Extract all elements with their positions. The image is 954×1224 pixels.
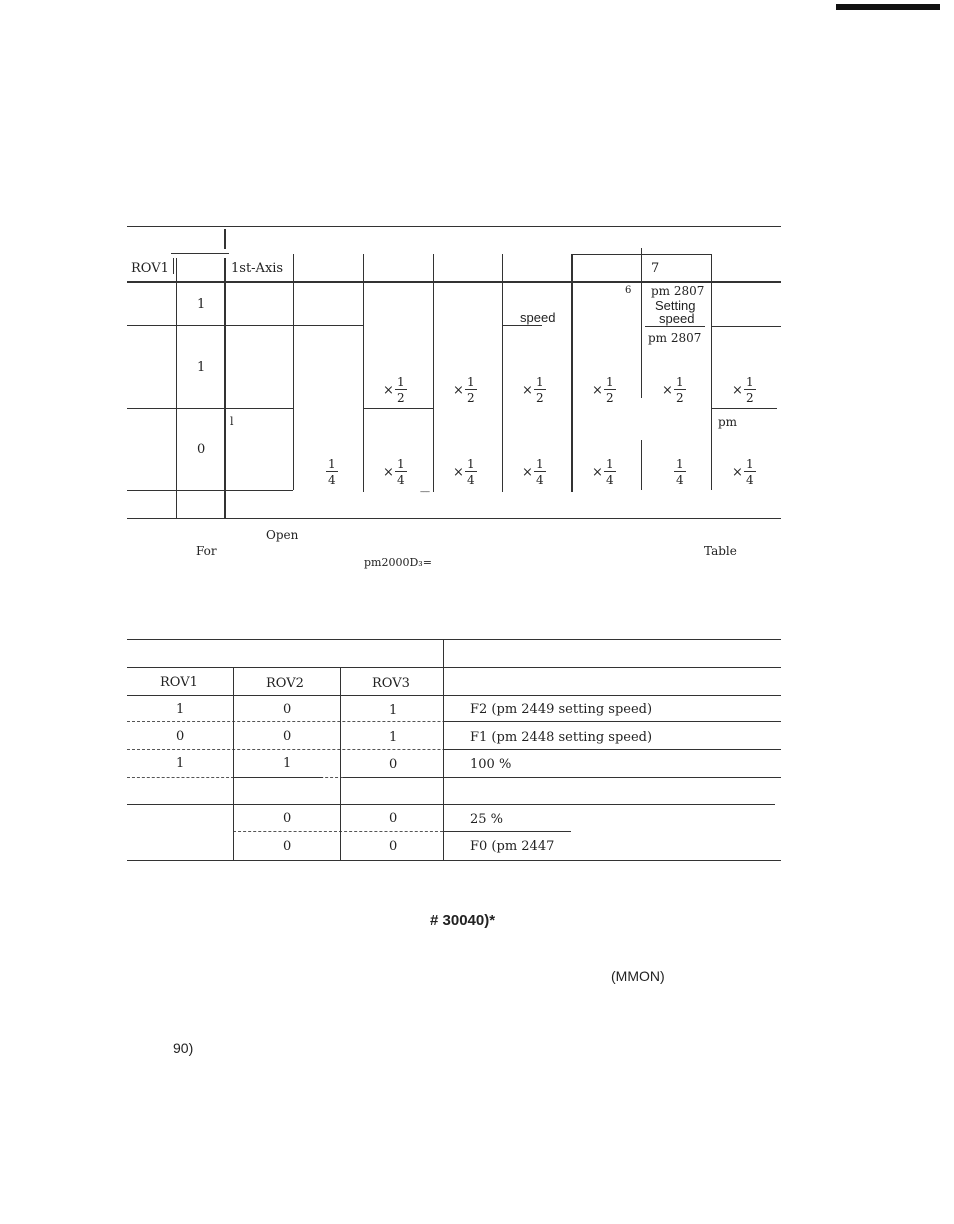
cell-result: F2 (pm 2449 setting speed)	[470, 702, 653, 717]
fraction-quarter: × 1 4	[592, 457, 614, 487]
table-rule	[343, 777, 781, 778]
fraction-half: × 1 2	[383, 375, 405, 405]
header-rov1: ROV1	[131, 261, 169, 276]
row-value: 1	[197, 297, 206, 312]
small-label: l	[230, 415, 234, 428]
fraction-quarter: × 1 4	[732, 457, 754, 487]
mmon-label: (MMON)	[611, 968, 665, 984]
scan-artifact: –––	[420, 487, 429, 496]
cell-rov2: 0	[283, 811, 292, 826]
fraction-quarter: × 1 4	[453, 457, 475, 487]
reference-code: # 30040)*	[430, 912, 496, 929]
cell-result: 100 %	[470, 757, 512, 772]
cell-rov2: 0	[283, 702, 292, 717]
cell-rov3: 1	[389, 703, 398, 718]
cell-rov1: 1	[176, 702, 185, 717]
fraction-quarter: × 1 4	[522, 457, 544, 487]
speed-label: speed	[659, 311, 695, 326]
note-for: For	[196, 544, 217, 558]
table-rule	[340, 667, 341, 860]
cell-rov3: 0	[389, 811, 398, 826]
fraction-quarter: $\frac{1}{4}$	[676, 457, 684, 487]
fraction-quarter: $\frac{1}{4}$	[328, 457, 336, 487]
table-rule	[233, 667, 234, 860]
table-rule	[443, 721, 781, 722]
table-rule	[443, 749, 781, 750]
table-rule	[233, 831, 443, 832]
header-first-axis: 1st-Axis	[231, 261, 284, 276]
cell-rov2: 0	[283, 839, 292, 854]
cell-rov3: 0	[389, 757, 398, 772]
row-value: 0	[197, 442, 206, 457]
table-rule	[127, 639, 781, 640]
table-rule	[233, 777, 323, 778]
cell-rov1: 0	[176, 729, 185, 744]
fraction-half: × 1 2	[453, 375, 475, 405]
param-label: pm 2807	[648, 331, 702, 345]
small-label: 6	[625, 285, 632, 296]
col-header-rov3: ROV3	[372, 676, 410, 691]
fraction-half: × 1 2	[522, 375, 544, 405]
table-rule	[443, 831, 571, 832]
param-label: pm 2807	[651, 284, 705, 298]
col-header-rov1: ROV1	[160, 675, 198, 690]
table-rule	[127, 804, 775, 805]
fraction-half: × 1 2	[662, 375, 684, 405]
table-rule	[127, 695, 781, 696]
col-header-rov2: ROV2	[266, 676, 304, 691]
cell-rov1: 1	[176, 756, 185, 771]
table-rule	[127, 860, 781, 861]
cell-rov2: 0	[283, 729, 292, 744]
cell-result: 25 %	[470, 812, 504, 827]
note-open: Open	[266, 528, 299, 542]
setting-label: Setting	[655, 298, 696, 313]
cell-result: F1 (pm 2448 setting speed)	[470, 730, 653, 745]
header-col-mark: 7	[651, 261, 660, 276]
fraction-half: × 1 2	[592, 375, 614, 405]
cell-result: F0 (pm 2447	[470, 839, 555, 854]
fraction-quarter: × 1 4	[383, 457, 405, 487]
note-table: Table	[704, 544, 737, 558]
row-value: 1	[197, 360, 206, 375]
speed-label: speed	[520, 310, 556, 325]
pm-label: pm	[718, 415, 738, 429]
number-fragment: 90)	[173, 1040, 194, 1056]
table-rule	[443, 639, 444, 860]
table-rule	[127, 667, 781, 668]
cell-rov3: 0	[389, 839, 398, 854]
fraction-half: × 1 2	[732, 375, 754, 405]
cell-rov2: 1	[283, 756, 292, 771]
cell-rov3: 1	[389, 730, 398, 745]
note-param: pm2000D₃=	[364, 556, 432, 569]
